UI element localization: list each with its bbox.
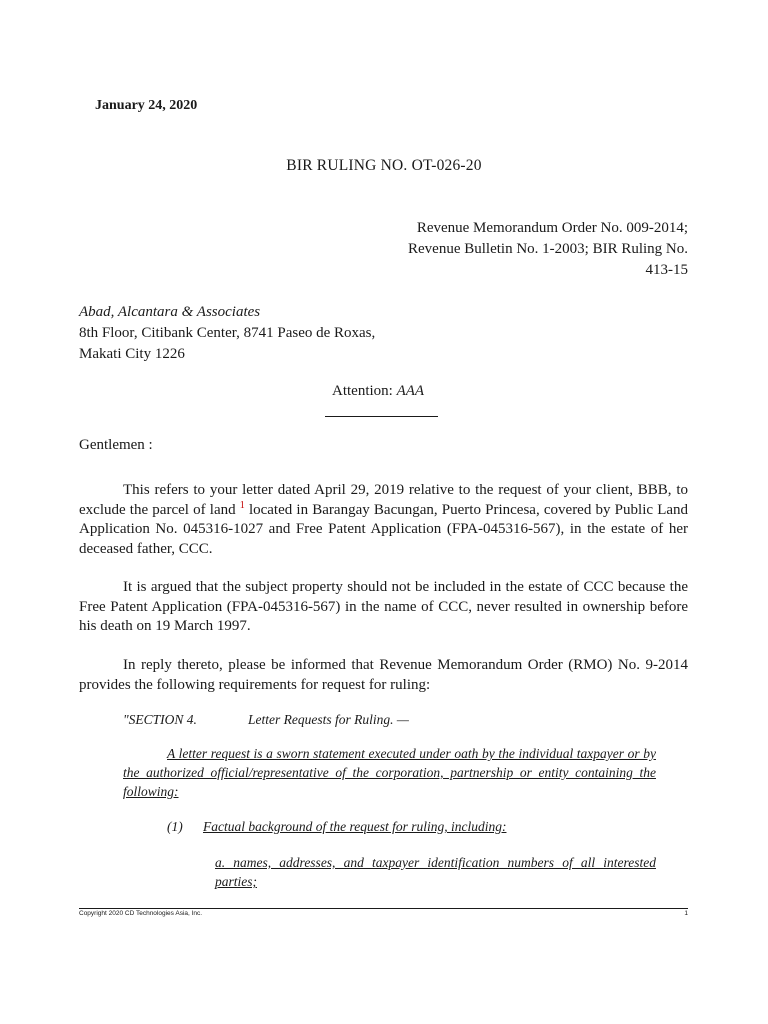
- addressee-firm: Abad, Alcantara & Associates: [79, 304, 261, 320]
- salutation: Gentlemen :: [79, 437, 153, 453]
- provision-item-a: a. names, addresses, and taxpayer identification numbers of all interested parties;: [215, 855, 656, 889]
- footer-divider: [79, 908, 688, 909]
- legal-references: [408, 218, 688, 281]
- addressee-line: 8th Floor, Citibank Center, 8741 Paseo de Roxas,: [79, 325, 376, 341]
- attention-label: Attention:: [332, 383, 393, 399]
- paragraph-1-text-b: located in Barangay Bacungan, Puerto Princesa, covered by Public Land Application No. 045316-1027 and Free Patent Application (FPA-045316-567), in the estate of her deceased father, CCC.: [79, 501, 689, 557]
- attention-underline: [325, 402, 438, 417]
- section-title: Letter Requests for Ruling. —: [248, 712, 409, 727]
- footnote-marker[interactable]: 1: [239, 499, 245, 511]
- footer-copyright: Copyright 2020 CD Technologies Asia, Inc.: [79, 910, 203, 917]
- quoted-intro: A letter request is a sworn statement executed under oath by the individual taxpayer or by the authorized official/representative of the corporation, partnership or entity containing the following:: [123, 746, 656, 799]
- paragraph-1: [79, 481, 688, 559]
- item-number: (1): [167, 819, 183, 834]
- reference-line: Revenue Bulletin No. 1-2003; BIR Ruling No.: [408, 241, 688, 257]
- item-text: Factual background of the request for ruling, including:: [203, 819, 507, 834]
- ruling-title: BIR RULING NO. OT-026-20: [286, 157, 482, 174]
- page-footer: [79, 910, 688, 917]
- attention-line: [332, 381, 438, 417]
- paragraph-1-text-a: This refers to your letter dated April 29, 2019 relative to the request of your client, BBB, to exclude the parcel of land: [79, 482, 688, 518]
- quoted-provision: [123, 744, 656, 801]
- section-label: "SECTION 4.: [123, 712, 197, 727]
- page-number: 1: [684, 910, 688, 917]
- addressee-block: [79, 302, 375, 365]
- paragraph-2: It is argued that the subject property should not be included in the estate of CCC because the Free Patent Application (FPA-045316-567) in the name of CCC, never resulted in ownership before his death on 19 March 1997.: [79, 579, 688, 634]
- addressee-line: Makati City 1226: [79, 346, 185, 362]
- paragraph-3: In reply thereto, please be informed that Revenue Memorandum Order (RMO) No. 9-2014 provides the following requirements for request for ruling:: [79, 657, 688, 693]
- attention-name: AAA: [396, 383, 425, 399]
- section-heading: [123, 712, 409, 728]
- reference-line: 413-15: [645, 262, 688, 278]
- provision-item-1: [167, 819, 506, 835]
- document-date: January 24, 2020: [95, 98, 198, 113]
- reference-line: Revenue Memorandum Order No. 009-2014;: [416, 220, 688, 236]
